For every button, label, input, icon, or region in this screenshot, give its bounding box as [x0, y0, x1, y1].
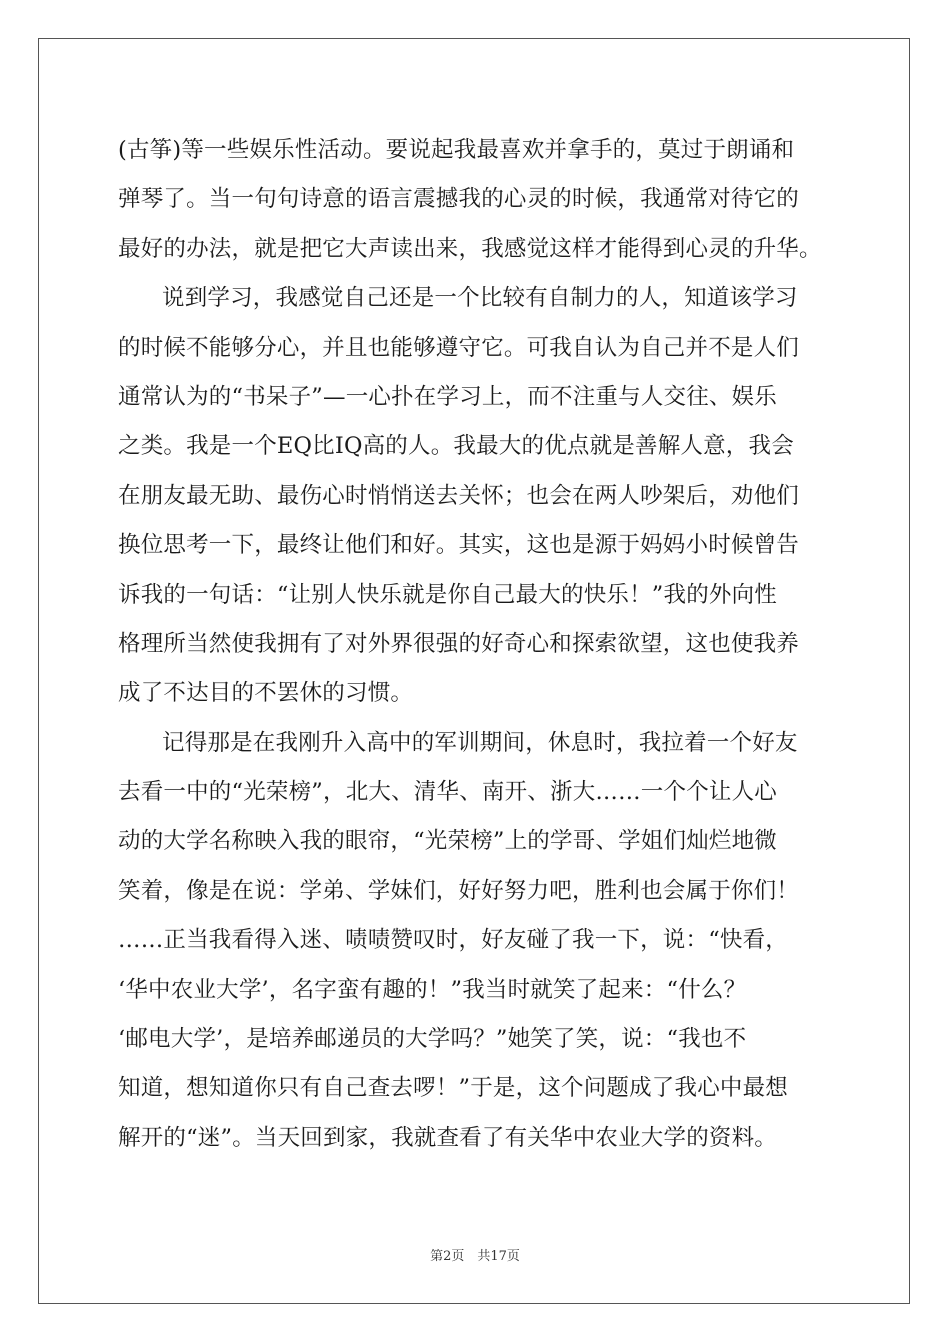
text-line: 格理所当然使我拥有了对外界很强的好奇心和探索欲望，这也使我养 — [118, 630, 800, 657]
text-line: 诉我的一句话：“让别人快乐就是你自己最大的快乐！”我的外向性 — [118, 581, 778, 608]
text-line: 的时候不能够分心，并且也能够遵守它。可我自认为自己并不是人们 — [118, 334, 800, 361]
text-line: 在朋友最无助、最伤心时悄悄送去关怀；也会在两人吵架后，劝他们 — [118, 482, 800, 509]
text-line: 通常认为的“书呆子”—一心扑在学习上，而不注重与人交往、娱乐 — [118, 383, 778, 410]
text-line: (古筝)等一些娱乐性活动。要说起我最喜欢并拿手的，莫过于朗诵和 — [118, 137, 795, 163]
text-line: 弹琴了。当一句句诗意的语言震撼我的心灵的时候，我通常对待它的 — [118, 186, 800, 213]
page-number-footer: 第2页 共17页 — [430, 1249, 520, 1264]
text-line: 动的大学名称映入我的眼帘，“光荣榜”上的学哥、学姐们灿烂地微 — [118, 828, 778, 855]
text-line: ‘华中农业大学’，名字蛮有趣的！”我当时就笑了起来：“什么？ — [118, 976, 747, 1003]
text-line: 最好的办法，就是把它大声读出来，我感觉这样才能得到心灵的升华。 — [118, 235, 822, 262]
text-line: ‘邮电大学’，是培养邮递员的大学吗？”她笑了笑，说：“我也不 — [118, 1026, 747, 1053]
text-line: 换位思考一下，最终让他们和好。其实，这也是源于妈妈小时候曾告 — [118, 532, 800, 559]
text-line: 解开的“迷”。当天回到家，我就查看了有关华中农业大学的资料。 — [118, 1124, 778, 1151]
text-line: ……正当我看得入迷、啧啧赞叹时，好友碰了我一下，说：“快看， — [118, 927, 789, 954]
text-line: 之类。我是一个EQ比IQ高的人。我最大的优点就是善解人意，我会 — [118, 433, 794, 460]
text-line: 成了不达目的不罢休的习惯。 — [118, 680, 414, 707]
paragraph-start-line: 说到学习，我感觉自己还是一个比较有自制力的人，知道该学习 — [162, 285, 798, 312]
paragraph-start-line: 记得那是在我刚升入高中的军训期间，休息时，我拉着一个好友 — [162, 729, 798, 756]
text-line: 笑着，像是在说：学弟、学妹们，好好努力吧，胜利也会属于你们！ — [118, 877, 800, 904]
document-body — [118, 126, 838, 1163]
text-line: 知道，想知道你只有自己查去啰！”于是，这个问题成了我心中最想 — [118, 1075, 789, 1102]
text-line: 去看一中的“光荣榜”，北大、清华、南开、浙大……一个个让人心 — [118, 779, 778, 806]
